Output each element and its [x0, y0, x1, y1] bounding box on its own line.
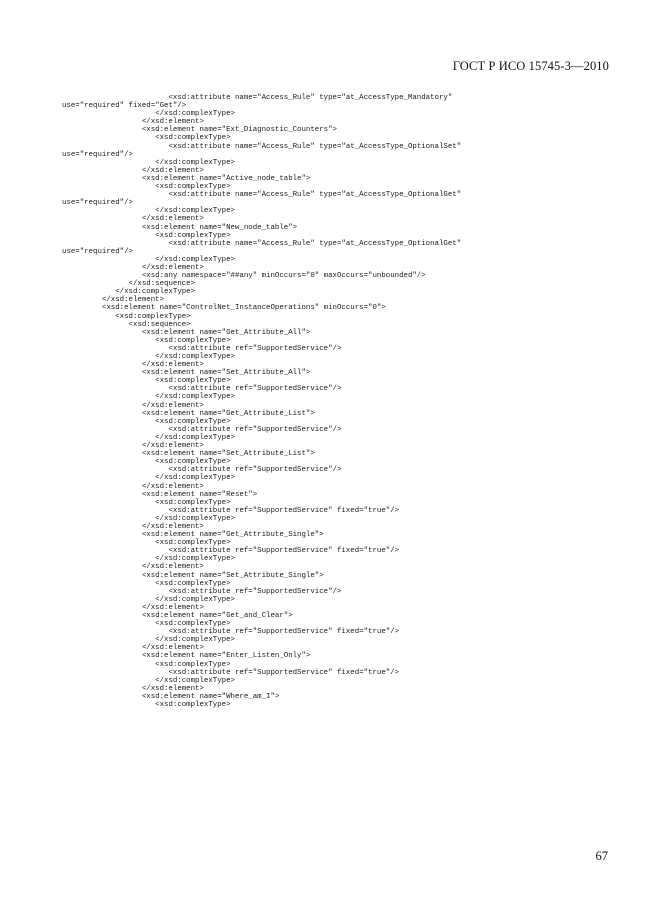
- code-line: </xsd:sequence>: [62, 280, 196, 289]
- code-line: <xsd:complexType>: [62, 579, 231, 588]
- code-line: <xsd:complexType>: [62, 620, 231, 629]
- code-line: <xsd:complexType>: [62, 539, 231, 548]
- code-line: <xsd:element name="Set_Attribute_All">: [62, 369, 311, 378]
- code-line: <xsd:attribute ref="SupportedService"/>: [62, 344, 342, 353]
- code-line: <xsd:sequence>: [62, 320, 191, 329]
- code-line: </xsd:element>: [62, 442, 204, 451]
- code-line: use="required"/>: [62, 150, 133, 159]
- code-line: </xsd:complexType>: [62, 555, 235, 564]
- code-line: </xsd:element>: [62, 644, 204, 653]
- code-line: <xsd:element name="Set_Attribute_Single">: [62, 571, 324, 580]
- code-line: use="required"/>: [62, 247, 133, 256]
- code-line: <xsd:complexType>: [62, 336, 231, 345]
- code-line: <xsd:attribute name="Access_Rule" type="at_AccessType_Mandatory": [62, 94, 453, 102]
- code-line: <xsd:complexType>: [62, 312, 191, 321]
- code-line: <xsd:complexType>: [62, 377, 231, 386]
- code-line: <xsd:attribute name="Access_Rule" type="at_AccessType_OptionalGet": [62, 191, 462, 200]
- code-line: <xsd:complexType>: [62, 660, 231, 669]
- code-line: <xsd:attribute name="Access_Rule" type="at_AccessType_OptionalGet": [62, 239, 462, 248]
- code-line: <xsd:element name="Get_Attribute_List">: [62, 409, 315, 418]
- code-line: <xsd:attribute ref="SupportedService" fixed="true"/>: [62, 628, 400, 637]
- code-line: </xsd:element>: [62, 401, 204, 410]
- code-line: <xsd:complexType>: [62, 498, 231, 507]
- code-line: </xsd:element>: [62, 603, 204, 612]
- code-line: <xsd:element name="New_node_table">: [62, 223, 298, 232]
- code-line: <xsd:attribute ref="SupportedService"/>: [62, 466, 342, 475]
- code-line: <xsd:complexType>: [62, 183, 231, 192]
- code-line: </xsd:complexType>: [62, 288, 196, 297]
- code-line: </xsd:complexType>: [62, 636, 235, 645]
- code-line: </xsd:complexType>: [62, 207, 235, 216]
- code-line: </xsd:complexType>: [62, 255, 235, 264]
- code-line: <xsd:element name="Get_and_Clear">: [62, 612, 293, 620]
- code-line: </xsd:element>: [62, 263, 204, 272]
- code-line: <xsd:attribute ref="SupportedService"/>: [62, 385, 342, 394]
- code-line: <xsd:attribute ref="SupportedService" fixed="true"/>: [62, 506, 400, 515]
- code-line: </xsd:complexType>: [62, 393, 235, 402]
- code-line: <xsd:complexType>: [62, 458, 231, 467]
- code-line: </xsd:element>: [62, 563, 204, 572]
- page-header-standard-id: ГОСТ Р ИСО 15745-3—2010: [452, 59, 609, 73]
- code-line: use="required" fixed="Get"/>: [62, 102, 187, 111]
- code-line: <xsd:attribute name="Access_Rule" type="at_AccessType_OptionalSet": [62, 142, 462, 151]
- code-line: </xsd:element>: [62, 361, 204, 370]
- code-line: <xsd:element name="Ext_Diagnostic_Counters">: [62, 126, 337, 135]
- code-line: </xsd:element>: [62, 482, 204, 491]
- code-line: use="required"/>: [62, 199, 133, 208]
- code-line: <xsd:attribute ref="SupportedService" fixed="true"/>: [62, 668, 400, 677]
- code-line: <xsd:any namespace="##any" minOccurs="0" maxOccurs="unbounded"/>: [62, 272, 426, 281]
- code-line: <xsd:complexType>: [62, 231, 231, 240]
- code-line: </xsd:element>: [62, 118, 204, 127]
- code-line: <xsd:element name="Get_Attribute_All">: [62, 328, 311, 337]
- code-line: </xsd:element>: [62, 215, 204, 224]
- code-line: <xsd:attribute ref="SupportedService"/>: [62, 587, 342, 596]
- code-line: <xsd:element name="Reset">: [62, 490, 258, 499]
- code-line: <xsd:element name="Enter_Listen_Only">: [62, 652, 311, 661]
- code-line: <xsd:element name="Active_node_table">: [62, 174, 311, 183]
- code-line: <xsd:complexType>: [62, 701, 231, 710]
- code-line: <xsd:element name="Set_Attribute_List">: [62, 450, 315, 459]
- code-line: <xsd:attribute ref="SupportedService"/>: [62, 425, 342, 434]
- code-line: <xsd:element name="ControlNet_InstanceOperations" minOccurs="0">: [62, 304, 386, 313]
- code-line: <xsd:attribute ref="SupportedService" fixed="true"/>: [62, 547, 400, 556]
- code-line: </xsd:element>: [62, 296, 165, 305]
- code-line: </xsd:complexType>: [62, 595, 235, 604]
- code-line: </xsd:complexType>: [62, 158, 235, 167]
- page-number: 67: [595, 849, 608, 863]
- code-line: </xsd:complexType>: [62, 514, 235, 523]
- code-line: <xsd:complexType>: [62, 134, 231, 143]
- code-line: </xsd:complexType>: [62, 474, 235, 483]
- code-line: </xsd:element>: [62, 522, 204, 531]
- code-line: </xsd:element>: [62, 684, 204, 693]
- code-line: </xsd:complexType>: [62, 433, 235, 442]
- xsd-code-listing: [62, 94, 622, 709]
- code-line: </xsd:complexType>: [62, 353, 235, 361]
- code-line: <xsd:complexType>: [62, 417, 231, 426]
- code-line: </xsd:complexType>: [62, 110, 235, 119]
- code-line: </xsd:element>: [62, 166, 204, 175]
- code-line: <xsd:element name="Get_Attribute_Single">: [62, 531, 324, 540]
- code-line: </xsd:complexType>: [62, 676, 235, 685]
- code-line: <xsd:element name="Where_am_I">: [62, 692, 280, 701]
